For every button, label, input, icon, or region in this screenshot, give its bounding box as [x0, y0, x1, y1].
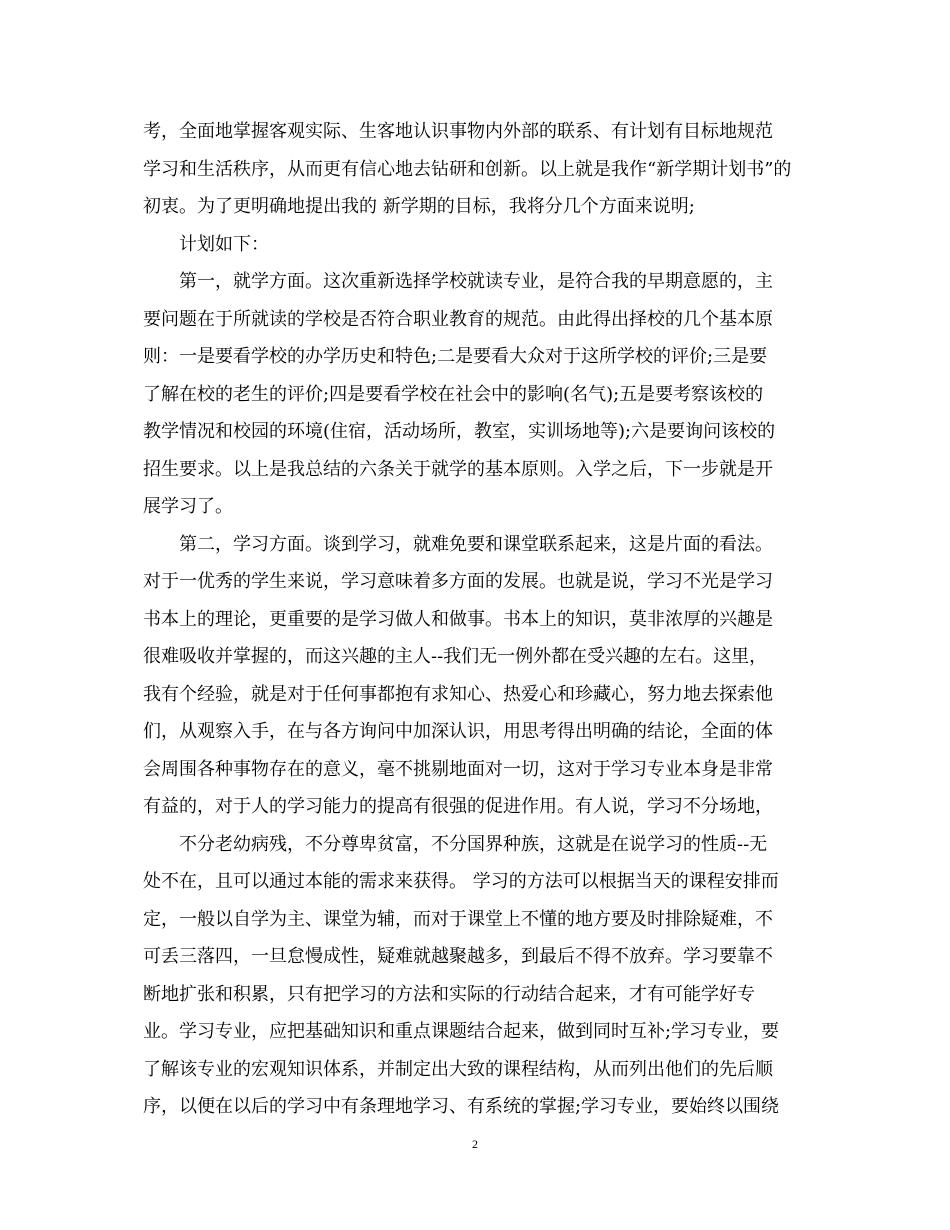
text-line: 考，全面地掌握客观实际、生客地认识事物内外部的联系、有计划有目标地规范	[143, 121, 773, 142]
text-line: 计划如下：	[143, 233, 269, 255]
text-line: 第一，就学方面。这次重新选择学校就读专业，是符合我的早期意愿的，主	[143, 271, 773, 292]
text-line: 有益的，对于人的学习能力的提高有很强的促进作用。有人说，学习不分场地，	[143, 796, 773, 817]
text-line: 展学习了。	[143, 496, 233, 517]
text-line: 则：一是要看学校的办学历史和特色;二是要看大众对于这所学校的评价;三是要	[143, 346, 768, 367]
text-line: 可丢三落四，一旦怠慢成性，疑难就越聚越多，到最后不得不放弃。学习要靠不	[143, 946, 773, 967]
body-text	[143, 113, 811, 1126]
text-line: 断地扩张和积累，只有把学习的方法和实际的行动结合起来，才有可能学好专	[143, 983, 755, 1005]
text-line: 定，一般以自学为主、课堂为辅，而对于课堂上不懂的地方要及时排除疑难，不	[143, 908, 773, 930]
text-line: 很难吸收并掌握的，而这兴趣的主人--我们无一例外都在受兴趣的左右。这里，	[143, 646, 768, 667]
text-line: 学习和生活秩序，从而更有信心地去钻研和创新。以上就是我作“新学期计划书”的	[143, 158, 792, 180]
text-line: 教学情况和校园的环境(住宿，活动场所，教室，实训场地等);六是要询问该校的	[143, 421, 776, 442]
text-line: 初衷。为了更明确地提出我的 新学期的目标，我将分几个方面来说明;	[143, 196, 695, 217]
text-line: 们，从观察入手，在与各方询问中加深认识，用思考得出明确的结论，全面的体	[143, 721, 773, 742]
text-line: 业。学习专业，应把基础知识和重点课题结合起来，做到同时互补;学习专业，要	[143, 1021, 780, 1042]
text-line: 招生要求。以上是我总结的六条关于就学的基本原则。入学之后，下一步就是开	[143, 458, 773, 480]
text-line: 要问题在于所就读的学校是否符合职业教育的规范。由此得出择校的几个基本原	[143, 308, 773, 330]
text-line: 书本上的理论，更重要的是学习做人和做事。书本上的知识，莫非浓厚的兴趣是	[143, 608, 773, 630]
text-line: 第二，学习方面。谈到学习，就难免要和课堂联系起来，这是片面的看法。	[143, 533, 773, 555]
page-number: 2	[472, 1137, 478, 1151]
text-line: 会周围各种事物存在的意义，毫不挑剔地面对一切，这对于学习专业本身是非常	[143, 758, 773, 780]
text-line: 序，以便在以后的学习中有条理地学习、有系统的掌握;学习专业，要始终以围绕	[143, 1096, 780, 1117]
text-line: 处不在，且可以通过本能的需求来获得。 学习的方法可以根据当天的课程安排而	[143, 871, 779, 892]
text-line: 我有个经验，就是对于任何事都抱有求知心、热爱心和珍藏心，努力地去探索他	[143, 683, 773, 705]
text-line: 了解该专业的宏观知识体系，并制定出大致的课程结构，从而列出他们的先后顺	[143, 1058, 773, 1080]
text-line: 不分老幼病残，不分尊卑贫富，不分国界种族，这就是在说学习的性质--无	[143, 833, 768, 855]
text-line: 了解在校的老生的评价;四是要看学校在社会中的影响(名气);五是要考察该校的	[143, 383, 764, 405]
text-line: 对于一优秀的学生来说，学习意味着多方面的发展。也就是说，学习不光是学习	[143, 571, 773, 592]
